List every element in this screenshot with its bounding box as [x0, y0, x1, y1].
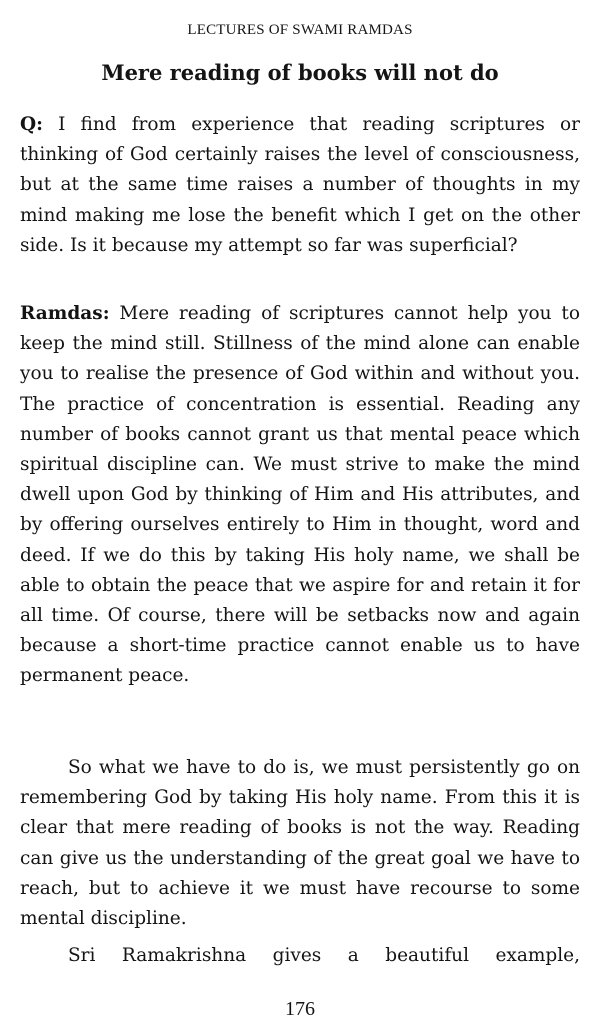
question-text: I find from experience that reading scriptures or thinking of God certainly raises the level of consciousness, but at the same time raises a number of thoughts in my mind making me lose the benefit which I get on the other side. Is it because my attempt so far was superficial?: [20, 114, 580, 256]
question-paragraph: [20, 110, 580, 261]
section-title: Mere reading of books will not do: [101, 60, 499, 85]
answer-paragraph: [20, 299, 580, 692]
body-paragraph: So what we have to do is, we must persistently go on remembering God by taking His holy name. From this it is clear that mere reading of books is not the way. Reading can give us the understanding of the great goal we have to reach, but to achieve it we must have recourse to some mental discipline.: [20, 757, 580, 930]
page-number: 176: [285, 998, 315, 1020]
question-label: Q:: [20, 114, 43, 135]
body-paragraph-continuation: Sri Ramakrishna gives a beautiful example,: [68, 945, 580, 966]
answer-text: Mere reading of scriptures cannot help you to keep the mind still. Stillness of the mind alone can enable you to realise the presence of God within and without you. The practice of concentration is essential. Reading any number of books cannot grant us that mental peace which spiritual discipline can. We must strive to make the mind dwell upon God by thinking of Him and His attributes, and by offering ourselves entirely to Him in thought, word and deed. If we do this by taking His holy name, we shall be able to obtain the peace that we aspire for and retain it for all time. Of course, there will be setbacks now and again because a short-time practice cannot enable us to have permanent peace.: [20, 303, 580, 687]
running-head: LECTURES OF SWAMI RAMDAS: [187, 22, 413, 38]
answer-speaker-label: Ramdas:: [20, 303, 110, 324]
